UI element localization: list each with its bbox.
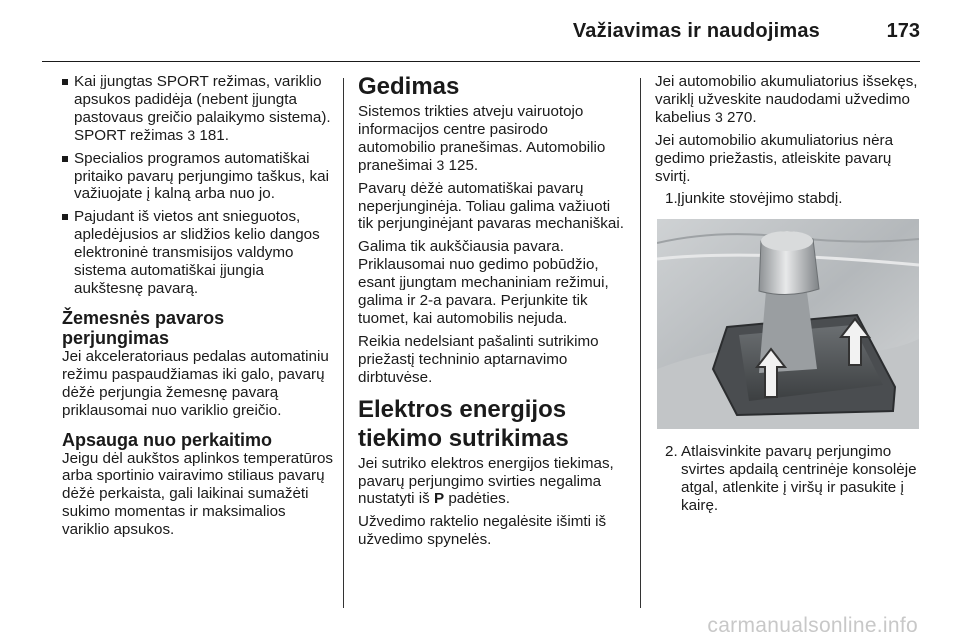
page-ref-arrow-icon: 3 xyxy=(187,126,196,143)
column-divider-1 xyxy=(343,78,344,608)
bullet-item: Specialios programos automatiškai pritaiko pavarų perjungimo taškus, kai važiuojate į kalną arba nuo jo. xyxy=(62,150,334,204)
page-ref[interactable]: 270 xyxy=(726,108,753,126)
section-heading-downshift: Žemesnės pavaros perjungimas xyxy=(62,307,225,348)
paragraph: Galima tik aukščiausia pavara. Priklausomai nuo gedimo pobūdžio, esant įjungtam mechaniniam režimui, galima ir 2-a pavara. Perjunkite tik tuomet, kai automobilis nejuda. xyxy=(358,238,609,327)
step-item: 1. Įjunkite stovėjimo stabdį. xyxy=(665,190,843,208)
paragraph: Jei akceleratoriaus pedalas automatiniu režimu paspaudžiamas iki galo, pavarų dėžė perjungia žemesnę pavarą priklausomai nuo variklio greičio. xyxy=(62,347,329,419)
column-3-continued xyxy=(655,443,923,520)
paragraph: Užvedimo raktelio negalėsite išimti iš užvedimo spynelės. xyxy=(358,513,607,549)
paragraph: Jei sutriko elektros energijos tiekimas, pavarų perjungimo svirties negalima nustatyti iš P padėties. xyxy=(358,454,614,508)
step-item: 2. Atlaisvinkite pavarų perjungimo svirtes apdailą centrinėje konsolėje atgal, atlenkite į viršų ir pasukite į kairę. xyxy=(665,443,917,514)
step-list xyxy=(655,190,923,208)
column-2 xyxy=(358,73,628,554)
watermark: carmanualsonline.info xyxy=(707,614,918,637)
section-heading-fault: Gedimas xyxy=(358,73,460,100)
gear-position-p: P xyxy=(433,490,445,508)
page-ref[interactable]: 125 xyxy=(448,156,474,174)
bullet-item: Pajudant iš vietos ant snieguotos, apledėjusios ar slidžios kelio dangos elektroninė transmisijos valdymo sistema automatiškai įjungia aukštesnę pavarą. xyxy=(62,208,334,298)
gear-lever-drawing xyxy=(657,219,919,429)
paragraph: Jei automobilio akumuliatorius nėra gedimo priežastis, atleiskite pavarų svirtį. xyxy=(655,131,894,185)
section-heading-overheat: Apsauga nuo perkaitimo xyxy=(62,429,273,450)
section-heading-power-failure: Elektros energijos tiekimo sutrikimas xyxy=(358,395,569,452)
paragraph: Pavarų dėžė automatiškai pavarų neperjunginėja. Toliau galima važiuoti tik perjunginėjant pavaras mechaniškai. xyxy=(358,179,624,233)
running-header-title: Važiavimas ir naudojimas xyxy=(572,20,820,42)
page-ref-arrow-icon: 3 xyxy=(436,156,445,173)
paragraph: Sistemos trikties atveju vairuotojo informacijos centre pasirodo automobilio pranešimas. Automobilio pranešimai 3 125. xyxy=(358,103,606,174)
paragraph: Jei automobilio akumuliatorius išsekęs, variklį užveskite naudodami užvedimo kabelius 3 270. xyxy=(655,73,918,126)
header-rule xyxy=(42,61,920,62)
step-list xyxy=(655,443,923,515)
column-1 xyxy=(62,73,334,544)
page-ref-arrow-icon: 3 xyxy=(714,108,723,125)
gear-lever-illustration xyxy=(657,219,919,429)
paragraph: Reikia nedelsiant pašalinti sutrikimo priežastį techninio aptarnavimo dirbtuvėse. xyxy=(358,332,599,386)
column-divider-2 xyxy=(640,78,641,608)
page-ref[interactable]: 181 xyxy=(199,126,225,144)
column-3 xyxy=(655,73,923,213)
paragraph: Jeigu dėl aukštos aplinkos temperatūros arba sportinio vairavimo stiliaus pavarų dėžė perkaista, gali laikinai sumažėti sukimo momentas ir maksimalios variklio apsukos. xyxy=(62,449,333,539)
bullet-item: Kai įjungtas SPORT režimas, variklio apsukos padidėja (nebent įjungta pastovaus greičio palaikymo sistema). SPORT režimas 3 181. xyxy=(62,73,334,145)
page-number: 173 xyxy=(886,20,920,42)
bullet-list xyxy=(62,73,334,298)
